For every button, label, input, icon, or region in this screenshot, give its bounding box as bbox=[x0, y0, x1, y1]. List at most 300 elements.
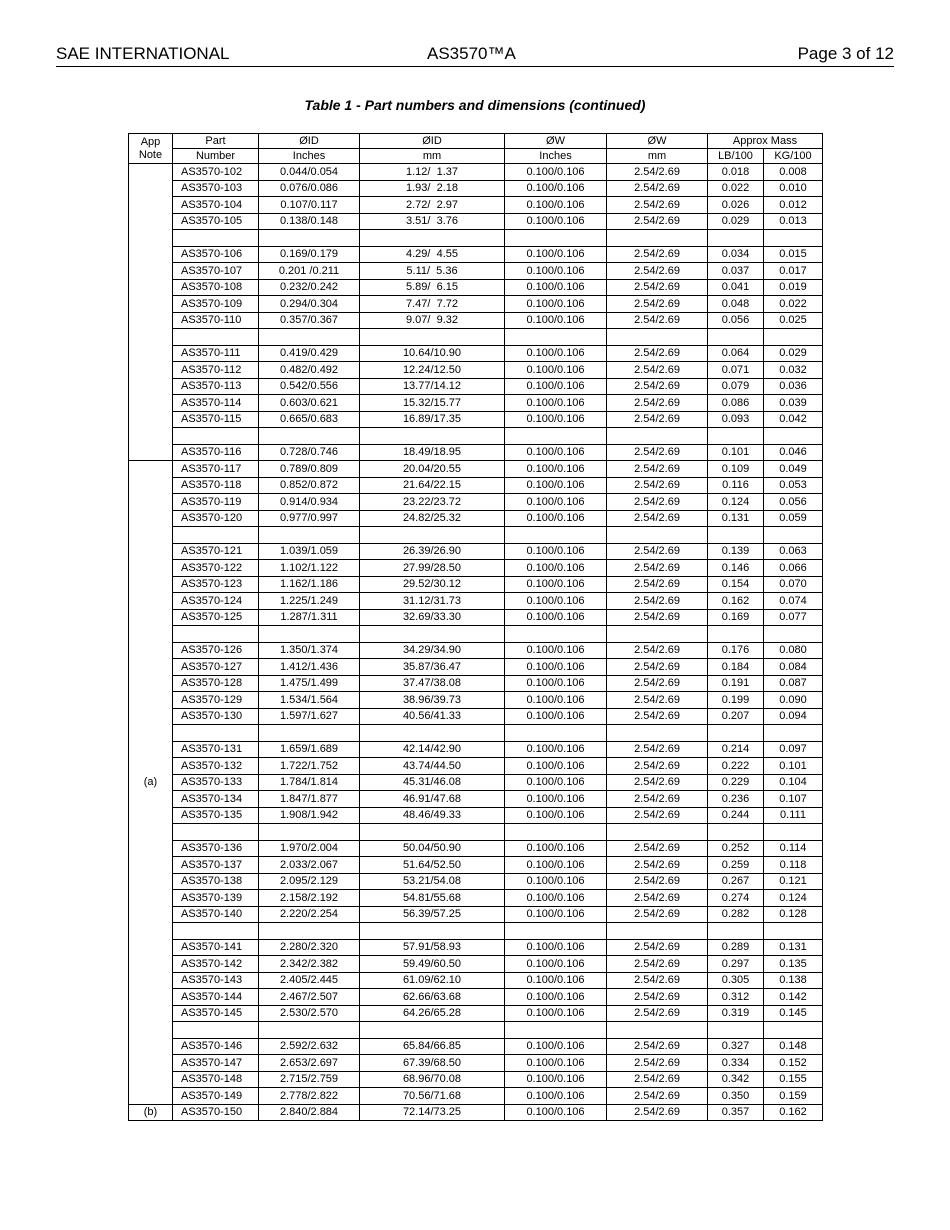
empty-cell bbox=[360, 626, 505, 643]
id-inches-cell: 0.542/0.556 bbox=[259, 378, 360, 395]
mass-kg100-cell: 0.155 bbox=[764, 1071, 823, 1088]
id-mm-cell: 65.84/66.85 bbox=[360, 1038, 505, 1055]
table-row bbox=[129, 906, 823, 923]
id-mm-cell: 13.77/14.12 bbox=[360, 378, 505, 395]
id-mm-cell: 57.91/58.93 bbox=[360, 939, 505, 956]
spacer-row bbox=[129, 329, 823, 346]
empty-cell bbox=[259, 527, 360, 544]
w-mm-cell: 2.54/2.69 bbox=[607, 774, 708, 791]
empty-cell bbox=[764, 1022, 823, 1039]
id-inches-cell: 1.784/1.814 bbox=[259, 774, 360, 791]
header-part-number: Number bbox=[173, 149, 259, 164]
id-inches-cell: 1.659/1.689 bbox=[259, 741, 360, 758]
w-mm-cell: 2.54/2.69 bbox=[607, 791, 708, 808]
mass-lb100-cell: 0.124 bbox=[708, 494, 764, 511]
mass-lb100-cell: 0.252 bbox=[708, 840, 764, 857]
mass-kg100-cell: 0.097 bbox=[764, 741, 823, 758]
w-inches-cell: 0.100/0.106 bbox=[505, 972, 607, 989]
id-inches-cell: 1.534/1.564 bbox=[259, 692, 360, 709]
part-number-cell: AS3570-145 bbox=[173, 1005, 259, 1022]
empty-cell bbox=[708, 428, 764, 445]
id-inches-cell: 0.076/0.086 bbox=[259, 180, 360, 197]
id-mm-cell: 70.56/71.68 bbox=[360, 1088, 505, 1105]
part-number-cell: AS3570-108 bbox=[173, 279, 259, 296]
w-inches-cell: 0.100/0.106 bbox=[505, 758, 607, 775]
table-body bbox=[129, 164, 823, 1121]
w-mm-cell: 2.54/2.69 bbox=[607, 593, 708, 610]
w-mm-cell: 2.54/2.69 bbox=[607, 857, 708, 874]
mass-lb100-cell: 0.282 bbox=[708, 906, 764, 923]
w-mm-cell: 2.54/2.69 bbox=[607, 312, 708, 329]
table-row bbox=[129, 296, 823, 313]
w-inches-cell: 0.100/0.106 bbox=[505, 263, 607, 280]
id-mm-cell: 15.32/15.77 bbox=[360, 395, 505, 412]
w-mm-cell: 2.54/2.69 bbox=[607, 510, 708, 527]
empty-cell bbox=[708, 230, 764, 247]
table-row bbox=[129, 246, 823, 263]
mass-lb100-cell: 0.071 bbox=[708, 362, 764, 379]
part-number-cell: AS3570-129 bbox=[173, 692, 259, 709]
mass-kg100-cell: 0.145 bbox=[764, 1005, 823, 1022]
mass-kg100-cell: 0.042 bbox=[764, 411, 823, 428]
header-id-mm-unit: mm bbox=[360, 149, 505, 164]
mass-lb100-cell: 0.184 bbox=[708, 659, 764, 676]
empty-cell bbox=[607, 428, 708, 445]
id-inches-cell: 0.728/0.746 bbox=[259, 444, 360, 461]
part-number-cell: AS3570-113 bbox=[173, 378, 259, 395]
part-number-cell: AS3570-105 bbox=[173, 213, 259, 230]
empty-cell bbox=[607, 230, 708, 247]
table-row bbox=[129, 857, 823, 874]
table-row bbox=[129, 213, 823, 230]
w-mm-cell: 2.54/2.69 bbox=[607, 708, 708, 725]
part-number-cell: AS3570-112 bbox=[173, 362, 259, 379]
w-mm-cell: 2.54/2.69 bbox=[607, 675, 708, 692]
part-number-cell: AS3570-147 bbox=[173, 1055, 259, 1072]
empty-cell bbox=[173, 626, 259, 643]
spacer-row bbox=[129, 230, 823, 247]
w-mm-cell: 2.54/2.69 bbox=[607, 411, 708, 428]
id-inches-cell: 1.908/1.942 bbox=[259, 807, 360, 824]
part-number-cell: AS3570-139 bbox=[173, 890, 259, 907]
w-inches-cell: 0.100/0.106 bbox=[505, 873, 607, 890]
w-mm-cell: 2.54/2.69 bbox=[607, 461, 708, 478]
w-mm-cell: 2.54/2.69 bbox=[607, 246, 708, 263]
mass-kg100-cell: 0.118 bbox=[764, 857, 823, 874]
id-inches-cell: 1.475/1.499 bbox=[259, 675, 360, 692]
mass-lb100-cell: 0.169 bbox=[708, 609, 764, 626]
part-number-cell: AS3570-107 bbox=[173, 263, 259, 280]
mass-lb100-cell: 0.109 bbox=[708, 461, 764, 478]
empty-cell bbox=[708, 824, 764, 841]
id-mm-cell: 37.47/38.08 bbox=[360, 675, 505, 692]
id-mm-cell: 68.96/70.08 bbox=[360, 1071, 505, 1088]
w-inches-cell: 0.100/0.106 bbox=[505, 741, 607, 758]
empty-cell bbox=[360, 329, 505, 346]
w-inches-cell: 0.100/0.106 bbox=[505, 692, 607, 709]
w-inches-cell: 0.100/0.106 bbox=[505, 164, 607, 181]
mass-kg100-cell: 0.101 bbox=[764, 758, 823, 775]
id-inches-cell: 0.169/0.179 bbox=[259, 246, 360, 263]
w-inches-cell: 0.100/0.106 bbox=[505, 1005, 607, 1022]
empty-cell bbox=[173, 527, 259, 544]
mass-kg100-cell: 0.025 bbox=[764, 312, 823, 329]
header-approx-mass: Approx Mass bbox=[708, 134, 823, 149]
id-inches-cell: 0.357/0.367 bbox=[259, 312, 360, 329]
table-row bbox=[129, 989, 823, 1006]
w-inches-cell: 0.100/0.106 bbox=[505, 939, 607, 956]
table-row bbox=[129, 791, 823, 808]
id-inches-cell: 0.419/0.429 bbox=[259, 345, 360, 362]
mass-kg100-cell: 0.015 bbox=[764, 246, 823, 263]
table-row bbox=[129, 642, 823, 659]
w-mm-cell: 2.54/2.69 bbox=[607, 362, 708, 379]
empty-cell bbox=[607, 824, 708, 841]
id-mm-cell: 23.22/23.72 bbox=[360, 494, 505, 511]
w-inches-cell: 0.100/0.106 bbox=[505, 213, 607, 230]
part-number-cell: AS3570-114 bbox=[173, 395, 259, 412]
id-mm-cell: 46.91/47.68 bbox=[360, 791, 505, 808]
id-inches-cell: 0.107/0.117 bbox=[259, 197, 360, 214]
id-inches-cell: 1.287/1.311 bbox=[259, 609, 360, 626]
part-number-cell: AS3570-142 bbox=[173, 956, 259, 973]
id-inches-cell: 1.847/1.877 bbox=[259, 791, 360, 808]
empty-cell bbox=[360, 824, 505, 841]
id-mm-cell: 62.66/63.68 bbox=[360, 989, 505, 1006]
id-inches-cell: 0.044/0.054 bbox=[259, 164, 360, 181]
mass-kg100-cell: 0.114 bbox=[764, 840, 823, 857]
header-id-inches-unit: Inches bbox=[259, 149, 360, 164]
mass-kg100-cell: 0.022 bbox=[764, 296, 823, 313]
id-mm-cell: 29.52/30.12 bbox=[360, 576, 505, 593]
empty-cell bbox=[259, 428, 360, 445]
mass-kg100-cell: 0.066 bbox=[764, 560, 823, 577]
mass-lb100-cell: 0.041 bbox=[708, 279, 764, 296]
id-inches-cell: 2.158/2.192 bbox=[259, 890, 360, 907]
app-note-a: (a) bbox=[129, 461, 173, 1105]
id-mm-cell: 9.07/ 9.32 bbox=[360, 312, 505, 329]
id-mm-cell: 18.49/18.95 bbox=[360, 444, 505, 461]
part-number-cell: AS3570-111 bbox=[173, 345, 259, 362]
empty-cell bbox=[607, 1022, 708, 1039]
part-number-cell: AS3570-134 bbox=[173, 791, 259, 808]
mass-kg100-cell: 0.017 bbox=[764, 263, 823, 280]
w-mm-cell: 2.54/2.69 bbox=[607, 1071, 708, 1088]
mass-kg100-cell: 0.074 bbox=[764, 593, 823, 610]
table-row bbox=[129, 279, 823, 296]
table-row bbox=[129, 395, 823, 412]
table-row bbox=[129, 1055, 823, 1072]
w-mm-cell: 2.54/2.69 bbox=[607, 213, 708, 230]
mass-lb100-cell: 0.026 bbox=[708, 197, 764, 214]
w-mm-cell: 2.54/2.69 bbox=[607, 906, 708, 923]
part-number-cell: AS3570-121 bbox=[173, 543, 259, 560]
part-number-cell: AS3570-103 bbox=[173, 180, 259, 197]
part-number-cell: AS3570-128 bbox=[173, 675, 259, 692]
id-mm-cell: 53.21/54.08 bbox=[360, 873, 505, 890]
spacer-row bbox=[129, 824, 823, 841]
part-number-cell: AS3570-125 bbox=[173, 609, 259, 626]
mass-kg100-cell: 0.104 bbox=[764, 774, 823, 791]
table-row bbox=[129, 1088, 823, 1105]
mass-lb100-cell: 0.319 bbox=[708, 1005, 764, 1022]
spacer-row bbox=[129, 626, 823, 643]
mass-kg100-cell: 0.032 bbox=[764, 362, 823, 379]
mass-lb100-cell: 0.289 bbox=[708, 939, 764, 956]
id-inches-cell: 1.412/1.436 bbox=[259, 659, 360, 676]
part-number-cell: AS3570-120 bbox=[173, 510, 259, 527]
w-mm-cell: 2.54/2.69 bbox=[607, 197, 708, 214]
id-inches-cell: 1.722/1.752 bbox=[259, 758, 360, 775]
table-row bbox=[129, 741, 823, 758]
table-row bbox=[129, 263, 823, 280]
id-inches-cell: 1.102/1.122 bbox=[259, 560, 360, 577]
w-mm-cell: 2.54/2.69 bbox=[607, 543, 708, 560]
table-row bbox=[129, 692, 823, 709]
mass-lb100-cell: 0.259 bbox=[708, 857, 764, 874]
w-mm-cell: 2.54/2.69 bbox=[607, 692, 708, 709]
mass-lb100-cell: 0.297 bbox=[708, 956, 764, 973]
w-inches-cell: 0.100/0.106 bbox=[505, 1038, 607, 1055]
w-mm-cell: 2.54/2.69 bbox=[607, 279, 708, 296]
mass-kg100-cell: 0.138 bbox=[764, 972, 823, 989]
id-inches-cell: 2.715/2.759 bbox=[259, 1071, 360, 1088]
mass-lb100-cell: 0.018 bbox=[708, 164, 764, 181]
mass-kg100-cell: 0.094 bbox=[764, 708, 823, 725]
part-number-cell: AS3570-110 bbox=[173, 312, 259, 329]
mass-kg100-cell: 0.070 bbox=[764, 576, 823, 593]
id-mm-cell: 7.47/ 7.72 bbox=[360, 296, 505, 313]
w-inches-cell: 0.100/0.106 bbox=[505, 197, 607, 214]
table-row bbox=[129, 560, 823, 577]
id-inches-cell: 2.530/2.570 bbox=[259, 1005, 360, 1022]
w-mm-cell: 2.54/2.69 bbox=[607, 576, 708, 593]
mass-kg100-cell: 0.148 bbox=[764, 1038, 823, 1055]
w-inches-cell: 0.100/0.106 bbox=[505, 180, 607, 197]
empty-cell bbox=[505, 428, 607, 445]
w-inches-cell: 0.100/0.106 bbox=[505, 345, 607, 362]
w-mm-cell: 2.54/2.69 bbox=[607, 956, 708, 973]
table-row bbox=[129, 164, 823, 181]
header-org: SAE INTERNATIONAL bbox=[56, 44, 230, 63]
id-mm-cell: 16.89/17.35 bbox=[360, 411, 505, 428]
mass-kg100-cell: 0.152 bbox=[764, 1055, 823, 1072]
header-page-number: Page 3 of 12 bbox=[797, 44, 894, 63]
mass-kg100-cell: 0.053 bbox=[764, 477, 823, 494]
header-app-note: App Note bbox=[129, 134, 173, 164]
empty-cell bbox=[764, 725, 823, 742]
id-mm-cell: 12.24/12.50 bbox=[360, 362, 505, 379]
w-inches-cell: 0.100/0.106 bbox=[505, 890, 607, 907]
mass-kg100-cell: 0.049 bbox=[764, 461, 823, 478]
id-inches-cell: 0.201 /0.211 bbox=[259, 263, 360, 280]
w-inches-cell: 0.100/0.106 bbox=[505, 989, 607, 1006]
mass-kg100-cell: 0.039 bbox=[764, 395, 823, 412]
id-inches-cell: 1.597/1.627 bbox=[259, 708, 360, 725]
w-mm-cell: 2.54/2.69 bbox=[607, 659, 708, 676]
spacer-row bbox=[129, 527, 823, 544]
mass-lb100-cell: 0.086 bbox=[708, 395, 764, 412]
w-mm-cell: 2.54/2.69 bbox=[607, 296, 708, 313]
id-inches-cell: 0.603/0.621 bbox=[259, 395, 360, 412]
id-inches-cell: 2.405/2.445 bbox=[259, 972, 360, 989]
w-inches-cell: 0.100/0.106 bbox=[505, 1055, 607, 1072]
mass-lb100-cell: 0.162 bbox=[708, 593, 764, 610]
id-inches-cell: 0.914/0.934 bbox=[259, 494, 360, 511]
empty-cell bbox=[764, 923, 823, 940]
part-number-cell: AS3570-123 bbox=[173, 576, 259, 593]
id-mm-cell: 56.39/57.25 bbox=[360, 906, 505, 923]
mass-lb100-cell: 0.334 bbox=[708, 1055, 764, 1072]
mass-lb100-cell: 0.048 bbox=[708, 296, 764, 313]
part-number-cell: AS3570-122 bbox=[173, 560, 259, 577]
parts-table bbox=[128, 133, 823, 1121]
mass-lb100-cell: 0.199 bbox=[708, 692, 764, 709]
w-inches-cell: 0.100/0.106 bbox=[505, 279, 607, 296]
part-number-cell: AS3570-117 bbox=[173, 461, 259, 478]
part-number-cell: AS3570-130 bbox=[173, 708, 259, 725]
mass-kg100-cell: 0.077 bbox=[764, 609, 823, 626]
empty-cell bbox=[173, 329, 259, 346]
mass-kg100-cell: 0.124 bbox=[764, 890, 823, 907]
w-inches-cell: 0.100/0.106 bbox=[505, 1071, 607, 1088]
empty-cell bbox=[607, 725, 708, 742]
empty-cell bbox=[708, 725, 764, 742]
w-inches-cell: 0.100/0.106 bbox=[505, 840, 607, 857]
w-mm-cell: 2.54/2.69 bbox=[607, 609, 708, 626]
spacer-row bbox=[129, 923, 823, 940]
table-row bbox=[129, 576, 823, 593]
mass-lb100-cell: 0.305 bbox=[708, 972, 764, 989]
part-number-cell: AS3570-126 bbox=[173, 642, 259, 659]
id-mm-cell: 3.51/ 3.76 bbox=[360, 213, 505, 230]
table-row bbox=[129, 873, 823, 890]
empty-cell bbox=[360, 527, 505, 544]
table-row bbox=[129, 345, 823, 362]
mass-lb100-cell: 0.244 bbox=[708, 807, 764, 824]
header-doc-number: AS3570™A bbox=[427, 44, 516, 63]
empty-cell bbox=[259, 725, 360, 742]
id-inches-cell: 2.653/2.697 bbox=[259, 1055, 360, 1072]
empty-cell bbox=[259, 329, 360, 346]
w-inches-cell: 0.100/0.106 bbox=[505, 956, 607, 973]
part-number-cell: AS3570-146 bbox=[173, 1038, 259, 1055]
mass-lb100-cell: 0.146 bbox=[708, 560, 764, 577]
w-inches-cell: 0.100/0.106 bbox=[505, 1104, 607, 1121]
spacer-row bbox=[129, 725, 823, 742]
id-mm-cell: 61.09/62.10 bbox=[360, 972, 505, 989]
table-row bbox=[129, 1071, 823, 1088]
mass-lb100-cell: 0.064 bbox=[708, 345, 764, 362]
part-number-cell: AS3570-104 bbox=[173, 197, 259, 214]
part-number-cell: AS3570-127 bbox=[173, 659, 259, 676]
w-mm-cell: 2.54/2.69 bbox=[607, 989, 708, 1006]
mass-lb100-cell: 0.191 bbox=[708, 675, 764, 692]
table-row bbox=[129, 708, 823, 725]
header-id-inches: ØID bbox=[259, 134, 360, 149]
w-mm-cell: 2.54/2.69 bbox=[607, 1038, 708, 1055]
mass-lb100-cell: 0.101 bbox=[708, 444, 764, 461]
mass-lb100-cell: 0.139 bbox=[708, 543, 764, 560]
empty-cell bbox=[764, 329, 823, 346]
w-inches-cell: 0.100/0.106 bbox=[505, 444, 607, 461]
empty-cell bbox=[259, 923, 360, 940]
id-mm-cell: 50.04/50.90 bbox=[360, 840, 505, 857]
empty-cell bbox=[708, 626, 764, 643]
mass-kg100-cell: 0.013 bbox=[764, 213, 823, 230]
empty-cell bbox=[607, 923, 708, 940]
mass-lb100-cell: 0.034 bbox=[708, 246, 764, 263]
app-note-b: (b) bbox=[129, 1104, 173, 1121]
empty-cell bbox=[259, 824, 360, 841]
id-inches-cell: 0.294/0.304 bbox=[259, 296, 360, 313]
w-mm-cell: 2.54/2.69 bbox=[607, 840, 708, 857]
part-number-cell: AS3570-116 bbox=[173, 444, 259, 461]
mass-kg100-cell: 0.159 bbox=[764, 1088, 823, 1105]
id-inches-cell: 1.039/1.059 bbox=[259, 543, 360, 560]
w-inches-cell: 0.100/0.106 bbox=[505, 378, 607, 395]
table-row bbox=[129, 362, 823, 379]
empty-cell bbox=[764, 626, 823, 643]
mass-kg100-cell: 0.121 bbox=[764, 873, 823, 890]
mass-lb100-cell: 0.312 bbox=[708, 989, 764, 1006]
mass-kg100-cell: 0.090 bbox=[764, 692, 823, 709]
w-inches-cell: 0.100/0.106 bbox=[505, 642, 607, 659]
w-inches-cell: 0.100/0.106 bbox=[505, 543, 607, 560]
part-number-cell: AS3570-140 bbox=[173, 906, 259, 923]
id-mm-cell: 26.39/26.90 bbox=[360, 543, 505, 560]
mass-kg100-cell: 0.080 bbox=[764, 642, 823, 659]
part-number-cell: AS3570-102 bbox=[173, 164, 259, 181]
empty-cell bbox=[173, 923, 259, 940]
w-inches-cell: 0.100/0.106 bbox=[505, 494, 607, 511]
id-mm-cell: 48.46/49.33 bbox=[360, 807, 505, 824]
header-part: Part bbox=[173, 134, 259, 149]
w-mm-cell: 2.54/2.69 bbox=[607, 180, 708, 197]
header-id-mm: ØID bbox=[360, 134, 505, 149]
part-number-cell: AS3570-137 bbox=[173, 857, 259, 874]
part-number-cell: AS3570-119 bbox=[173, 494, 259, 511]
w-mm-cell: 2.54/2.69 bbox=[607, 939, 708, 956]
id-mm-cell: 1.12/ 1.37 bbox=[360, 164, 505, 181]
id-inches-cell: 2.342/2.382 bbox=[259, 956, 360, 973]
table-row bbox=[129, 807, 823, 824]
part-number-cell: AS3570-132 bbox=[173, 758, 259, 775]
table-row bbox=[129, 494, 823, 511]
id-inches-cell: 0.138/0.148 bbox=[259, 213, 360, 230]
id-inches-cell: 2.095/2.129 bbox=[259, 873, 360, 890]
w-mm-cell: 2.54/2.69 bbox=[607, 741, 708, 758]
part-number-cell: AS3570-149 bbox=[173, 1088, 259, 1105]
empty-cell bbox=[708, 923, 764, 940]
id-inches-cell: 1.225/1.249 bbox=[259, 593, 360, 610]
empty-cell bbox=[764, 230, 823, 247]
id-mm-cell: 2.72/ 2.97 bbox=[360, 197, 505, 214]
w-inches-cell: 0.100/0.106 bbox=[505, 659, 607, 676]
w-inches-cell: 0.100/0.106 bbox=[505, 560, 607, 577]
w-inches-cell: 0.100/0.106 bbox=[505, 246, 607, 263]
table-row bbox=[129, 461, 823, 478]
mass-kg100-cell: 0.087 bbox=[764, 675, 823, 692]
mass-lb100-cell: 0.116 bbox=[708, 477, 764, 494]
app-note-blank bbox=[129, 164, 173, 461]
table-row bbox=[129, 1005, 823, 1022]
empty-cell bbox=[173, 230, 259, 247]
part-number-cell: AS3570-141 bbox=[173, 939, 259, 956]
id-inches-cell: 2.592/2.632 bbox=[259, 1038, 360, 1055]
header-w-inches-unit: Inches bbox=[505, 149, 607, 164]
w-mm-cell: 2.54/2.69 bbox=[607, 494, 708, 511]
